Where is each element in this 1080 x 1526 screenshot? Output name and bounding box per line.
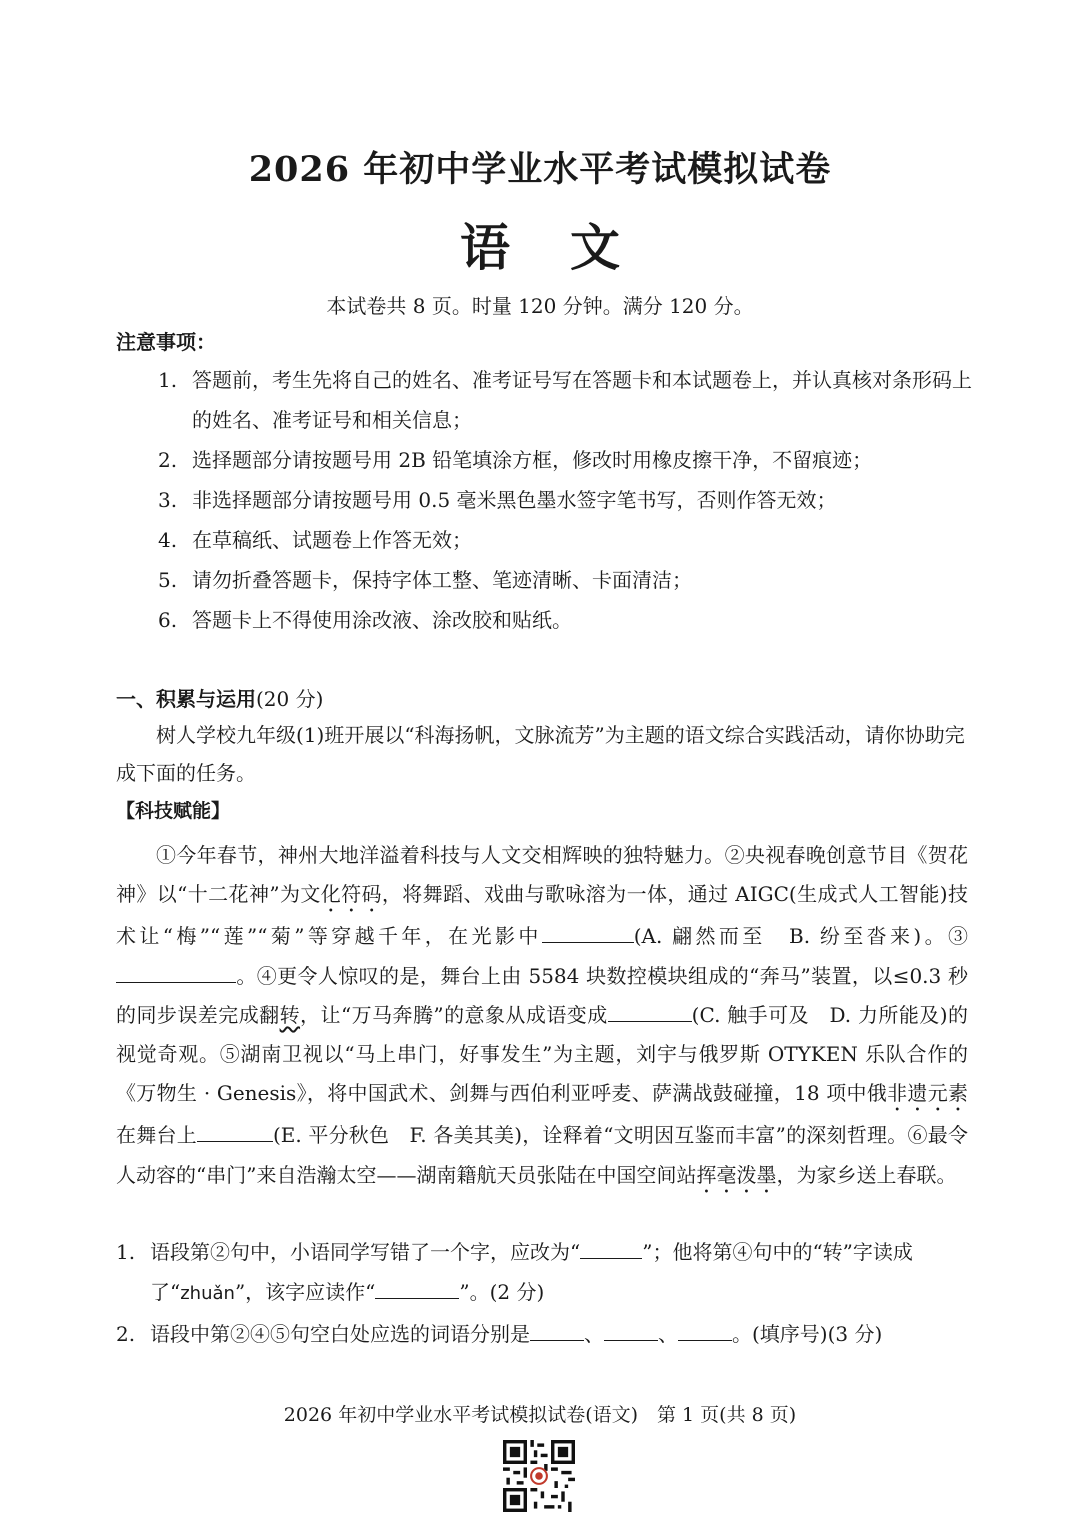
question-item (116, 1314, 976, 1354)
answer-blank[interactable] (530, 1318, 584, 1341)
passage-text: 。④更令人惊叹的是，舞台上由 5584 块数控模块组成的“奔马”装置，以≤0.3 秒的同步误差完成翻 (116, 963, 968, 1027)
page-footer: 2026 年初中学业水平考试模拟试卷(语文) 第 1 页(共 8 页) (283, 1404, 797, 1426)
section-heading (116, 683, 323, 712)
question-list (116, 1232, 976, 1354)
passage-text: 在舞台上 (116, 1123, 197, 1148)
answer-blank[interactable] (580, 1236, 642, 1259)
question-part: 语段中第②④⑤句空白处应选的词语分别是 (150, 1322, 530, 1346)
notice-number: 2. (158, 448, 178, 472)
notice-text: 答题卡上不得使用涂改液、涂改胶和贴纸。 (192, 608, 572, 632)
section-title: 一、积累与运用 (116, 687, 256, 711)
passage-text: ，让“万马奔腾”的意象从成语变成 (300, 1002, 608, 1027)
notice-number: 4. (158, 528, 178, 552)
notice-text: 选择题部分请按题号用 2B 铅笔填涂方框，修改时用橡皮擦干净，不留痕迹； (192, 448, 873, 472)
answer-blank[interactable] (604, 1318, 658, 1341)
answer-blank[interactable] (197, 1119, 273, 1142)
question-part: 。(填序号)(3 分) (732, 1322, 883, 1346)
answer-blank[interactable] (608, 999, 692, 1022)
question-part: 语段第②句中，小语同学写错了一个字，应改为“ (150, 1240, 581, 1264)
passage-text: ，为家乡送上春联。 (776, 1162, 957, 1187)
question-part: 、 (658, 1322, 678, 1346)
question-number: 1. (116, 1240, 136, 1264)
answer-blank[interactable] (542, 920, 634, 943)
notice-item (158, 440, 978, 480)
subject-title: 语文 (460, 218, 680, 277)
qr-code-icon (503, 1440, 575, 1512)
notice-list (158, 360, 978, 640)
notice-number: 6. (158, 608, 178, 632)
notice-item (158, 600, 978, 640)
notice-text: 请勿折叠答题卡，保持字体工整、笔迹清晰、卡面清洁； (192, 568, 692, 592)
notice-item (158, 560, 978, 600)
dotted-emphasis: 挥毫泼墨 (696, 1162, 777, 1187)
exam-info: 本试卷共 8 页。时量 120 分钟。满分 120 分。 (326, 294, 754, 318)
notice-item (158, 520, 978, 560)
passage-text: (E. 平分秋色 F. 各美其美)，诠释着“文明因互鉴而丰富”的深刻哲理。⑥最令人动容的“串门”来自浩瀚太空——湖南籍航天员张陆在中国空间站 (116, 1123, 968, 1187)
reading-passage (116, 836, 968, 1198)
wavy-emphasis: 转 (279, 1002, 301, 1027)
notice-item (158, 360, 978, 440)
question-part: ”；他将第④句中的“转”字读成了“ (150, 1240, 913, 1304)
exam-title: 2026 年初中学业水平考试模拟试卷 (248, 149, 832, 190)
question-number: 2. (116, 1322, 136, 1346)
question-item (116, 1232, 976, 1314)
dotted-emphasis: 化符码 (320, 882, 382, 907)
question-part: ”。(2 分) (459, 1280, 545, 1304)
notice-text: 答题前，考生先将自己的姓名、准考证号写在答题卡和本试题卷上，并认真核对条形码上的姓名、准考证号和相关信息； (192, 368, 972, 432)
notice-item (158, 480, 978, 520)
answer-blank[interactable] (678, 1318, 732, 1341)
passage-text: (A. 翩然而至 B. 纷至沓来)。③ (633, 924, 968, 949)
notice-number: 5. (158, 568, 178, 592)
notice-number: 3. (158, 488, 178, 512)
notice-text: 非选择题部分请按题号用 0.5 毫米黑色墨水签字笔书写，否则作答无效； (192, 488, 837, 512)
subsection-title: 【科技赋能】 (116, 800, 231, 822)
notice-number: 1. (158, 368, 178, 392)
passage-text: ①今年春节，神州大地洋溢着科技与人文交相辉映的独特魅力。②央视春晚创意节目《贺花神》以“十二花神”为文 (116, 843, 968, 907)
pinyin-text: zhuǎn (180, 1283, 235, 1304)
notice-heading: 注意事项： (116, 330, 216, 354)
question-part: 、 (584, 1322, 604, 1346)
answer-blank[interactable] (375, 1276, 459, 1299)
notice-text: 在草稿纸、试题卷上作答无效； (192, 528, 472, 552)
passage-text: (C. 触手可及 D. 力所能及)的视觉奇观。⑤湖南卫视以“马上串门，好事发生”为主题，刘宇与俄罗斯 OTYKEN 乐队合作的《万物生 · Genesis》，将中国武术、剑舞与西伯利亚呼麦、萨满战鼓碰撞，18 项中俄 (116, 1002, 969, 1106)
question-text (150, 1232, 976, 1314)
dotted-emphasis: 非遗元素 (887, 1081, 968, 1106)
section-intro: 树人学校九年级(1)班开展以“科海扬帆，文脉流芳”为主题的语文综合实践活动，请你协助完成下面的任务。 (116, 723, 965, 785)
passage-text: ，将舞蹈、戏曲与歌咏溶为一体，通过 AIGC(生成式人工智能)技术让“梅”“莲”“菊”等穿越千年，在光影中 (116, 882, 968, 949)
answer-blank[interactable] (116, 960, 236, 983)
section-points: (20 分) (256, 687, 324, 711)
question-text (150, 1314, 976, 1354)
question-part: ”，该字应读作“ (234, 1280, 376, 1304)
